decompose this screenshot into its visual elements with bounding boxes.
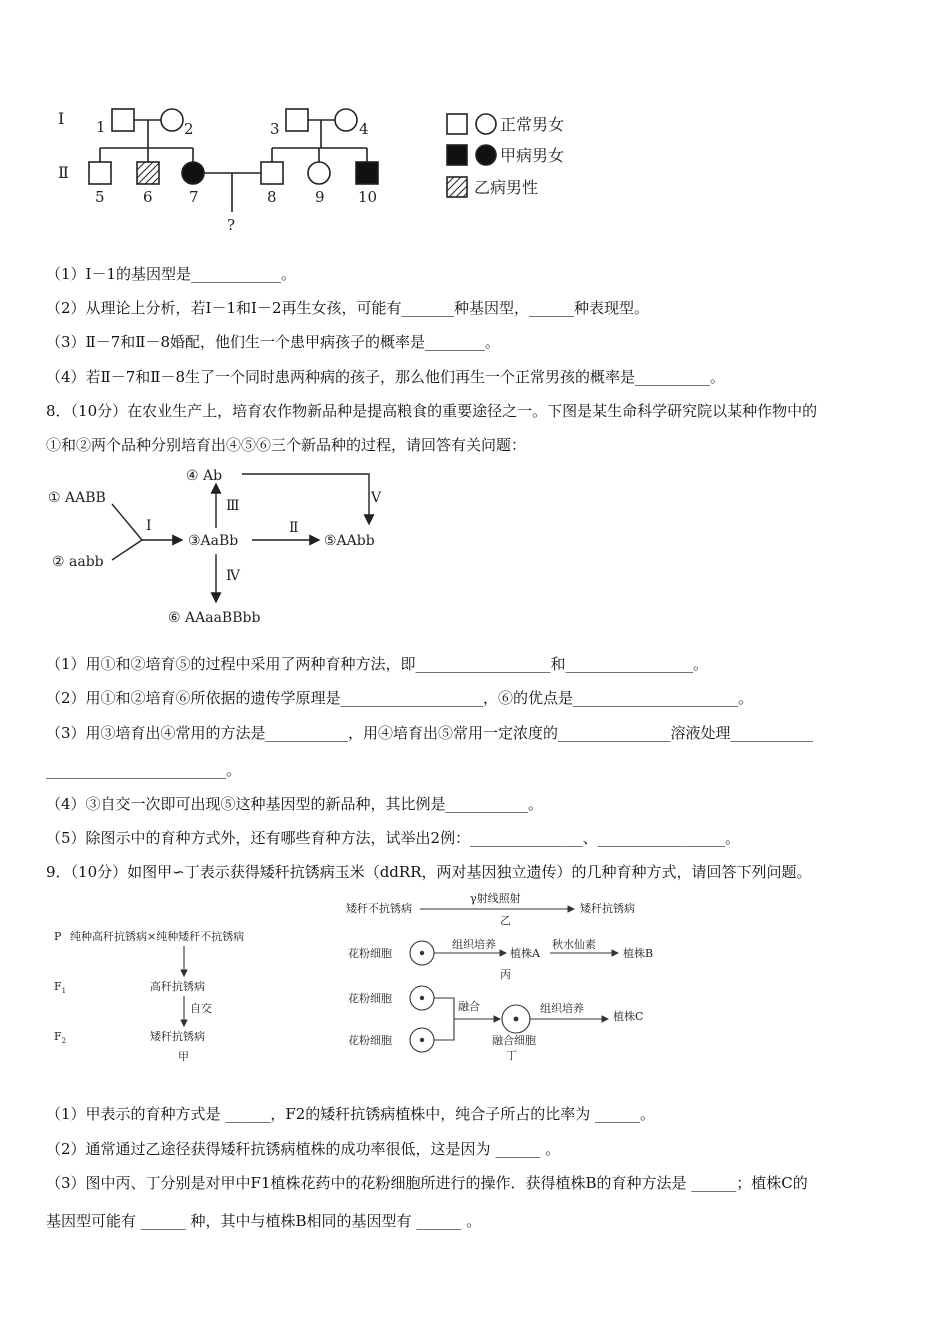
pedigree-female-7-affected <box>182 162 204 184</box>
q8-item-5: （5）除图示中的育种方式外，还有哪些育种方法，试举出2例：_______________、_________________。 <box>46 829 741 847</box>
plant-a: 植株A <box>510 947 540 960</box>
ding-label: 丁 <box>506 1049 517 1062</box>
fusion-label: 融合 <box>458 1000 480 1013</box>
q9-item-3-cont: 基因型可能有 ______ 种，其中与植株B相同的基因型有 ______ 。 <box>46 1212 482 1230</box>
step-5: Ⅴ <box>371 490 382 506</box>
q9-stem: 9．（10分）如图甲∽丁表示获得矮秆抗锈病玉米（ddRR，两对基因独立遗传）的几种育种方式，请回答下列问题。 <box>46 863 812 881</box>
step-1: Ⅰ <box>146 518 152 534</box>
node-5: ⑤AAbb <box>324 533 375 549</box>
plant-c: 植株C <box>613 1010 644 1023</box>
pedigree-diagram <box>50 100 610 240</box>
plant-b: 植株B <box>623 947 654 960</box>
legend-yi-male <box>447 177 467 197</box>
legend-normal: 正常男女 <box>500 115 565 134</box>
svg-text:8: 8 <box>267 188 277 206</box>
q8-stem-line1: 8．（10分）在农业生产上，培育农作物新品种是提高粮食的重要途径之一。下图是某生命科学研究院以某种作物中的 <box>46 402 818 420</box>
q8-item-4: （4）③自交一次即可出现⑤这种基因型的新品种，其比例是___________。 <box>46 795 544 813</box>
q8-item-1: （1）用①和②培育⑤的过程中采用了两种育种方法，即__________________和_________________。 <box>46 655 709 673</box>
yi-arrow-label: γ射线照射 <box>470 892 521 905</box>
legend-normal-female <box>476 114 496 134</box>
selfing-label: 自交 <box>190 1002 212 1015</box>
step-4: Ⅳ <box>226 568 240 584</box>
q9-item-1: （1）甲表示的育种方式是 ______，F2的矮秆抗锈病植株中，纯合子所占的比率为 ______。 <box>46 1105 656 1123</box>
node-6: ⑥ AAaaBBbb <box>168 610 261 626</box>
q7-item-3: （3）Ⅱ－7和Ⅱ－8婚配，他们生一个患甲病孩子的概率是________。 <box>46 333 501 351</box>
node-2: ② aabb <box>52 554 104 570</box>
svg-text:10: 10 <box>358 188 378 206</box>
node-1: ① AABB <box>48 490 106 506</box>
q8-item-3: （3）用③培育出④常用的方法是___________，用④培育出⑤常用一定浓度的_______________溶液处理___________ <box>46 724 814 742</box>
tissue-culture-2: 组织培养 <box>540 1002 584 1015</box>
yi-from: 矮秆不抗锈病 <box>346 902 412 915</box>
pedigree-male-5 <box>89 162 111 184</box>
pollen-3: 花粉细胞 <box>348 1034 392 1047</box>
svg-text:9: 9 <box>315 188 325 206</box>
jia-label: 甲 <box>178 1050 189 1063</box>
q9-item-3: （3）图中丙、丁分别是对甲中F1植株花药中的花粉细胞所进行的操作．获得植株B的育种方法是 ______；植株C的 <box>46 1174 808 1192</box>
q8-stem-line2: ①和②两个品种分别培育出④⑤⑥三个新品种的过程，请回答有关问题： <box>46 436 527 454</box>
svg-text:1: 1 <box>96 118 106 136</box>
node-4: ④ Ab <box>186 468 223 484</box>
p-cross: 纯种高秆抗锈病×纯种矮秆不抗锈病 <box>70 930 245 943</box>
colchicine: 秋水仙素 <box>552 938 596 951</box>
step-2: Ⅱ <box>289 520 299 536</box>
yi-label: 乙 <box>500 914 511 927</box>
pedigree-female-9 <box>308 162 330 184</box>
q7-item-2: （2）从理论上分析，若Ⅰ－1和Ⅰ－2再生女孩，可能有_______种基因型，______种表现型。 <box>46 299 649 317</box>
svg-text:6: 6 <box>143 188 153 206</box>
svg-text:2: 2 <box>184 120 194 138</box>
pollen-1: 花粉细胞 <box>348 947 392 960</box>
pedigree-male-1 <box>112 109 134 131</box>
pedigree-female-4 <box>335 109 357 131</box>
f2-label: $F_2$ <box>54 1030 67 1045</box>
legend-normal-male <box>447 114 467 134</box>
q7-item-4: （4）若Ⅱ－7和Ⅱ－8生了一个同时患两种病的孩子，那么他们再生一个正常男孩的概率是__________。 <box>46 368 726 386</box>
pedigree-male-3 <box>286 109 308 131</box>
bing-label: 丙 <box>500 968 511 981</box>
legend-affected-female <box>476 145 496 165</box>
corn-breeding-diagram <box>50 892 690 1082</box>
q7-item-1: （1）Ⅰ－1的基因型是____________。 <box>46 265 297 283</box>
svg-text:5: 5 <box>95 188 105 206</box>
f2-text: 矮秆抗锈病 <box>150 1030 205 1043</box>
svg-text:3: 3 <box>270 120 280 138</box>
p-label: P <box>54 930 62 943</box>
legend-jia: 甲病男女 <box>500 146 565 165</box>
breeding-flow-diagram <box>44 462 444 632</box>
gen-label-1: Ⅰ <box>58 109 65 128</box>
tissue-culture-1: 组织培养 <box>452 938 496 951</box>
pedigree-female-2 <box>161 109 183 131</box>
f1-label: $F_1$ <box>54 980 67 995</box>
f1-text: 高秆抗锈病 <box>150 980 205 993</box>
pedigree-male-10-affected <box>356 162 378 184</box>
yi-to: 矮秆抗锈病 <box>580 902 635 915</box>
q8-item-2: （2）用①和②培育⑥所依据的遗传学原理是___________________，⑥的优点是______________________。 <box>46 689 754 707</box>
q8-item-3-cont: ________________________。 <box>46 761 242 779</box>
gen-label-2: Ⅱ <box>58 163 69 182</box>
legend-yi: 乙病男性 <box>474 178 539 197</box>
step-3: Ⅲ <box>226 498 240 514</box>
pedigree-male-8 <box>261 162 283 184</box>
q9-item-2: （2）通常通过乙途径获得矮秆抗锈病植株的成功率很低，这是因为 ______ 。 <box>46 1140 561 1158</box>
legend-affected-male <box>447 145 467 165</box>
pollen-2: 花粉细胞 <box>348 992 392 1005</box>
svg-text:?: ? <box>227 216 236 234</box>
fused-cell-label: 融合细胞 <box>492 1034 536 1047</box>
node-3: ③AaBb <box>188 533 239 549</box>
svg-text:4: 4 <box>359 120 369 138</box>
svg-text:7: 7 <box>189 188 199 206</box>
